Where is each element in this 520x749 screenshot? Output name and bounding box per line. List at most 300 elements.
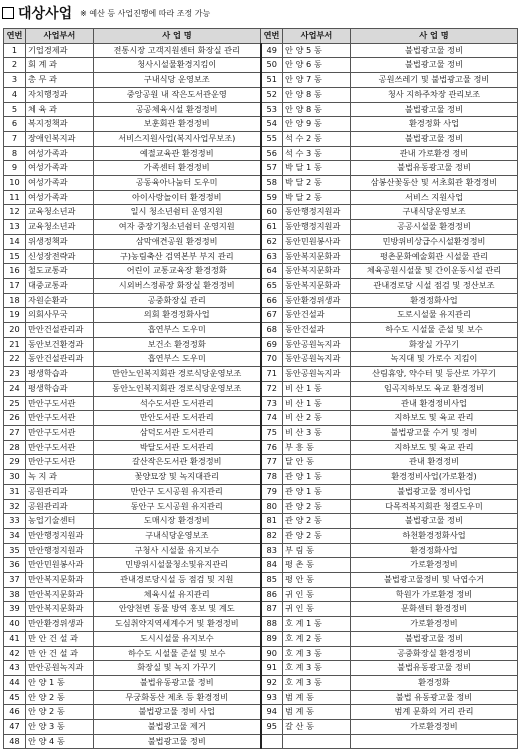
row-dept: 만 안 건 설 과 (26, 646, 94, 661)
row-dept: 안 양 8 동 (283, 102, 351, 117)
row-no: 79 (261, 484, 283, 499)
row-no: 1 (4, 43, 26, 58)
row-no: 93 (261, 690, 283, 705)
row-dept: 동안건설과 (283, 308, 351, 323)
row-no: 15 (4, 249, 26, 264)
table-row (4, 470, 518, 485)
row-dept: 비 산 2 동 (283, 411, 351, 426)
row-project-name: 도로시설물 유지관리 (351, 308, 518, 323)
row-dept: 동안보건환경과 (26, 337, 94, 352)
row-project-name: 민방위시설물청소및유지관리 (94, 558, 261, 573)
row-no: 58 (261, 176, 283, 191)
row-project-name: 불법광고물 정비 (351, 58, 518, 73)
table-row (4, 558, 518, 573)
row-dept: 만 안 건 설 과 (26, 631, 94, 646)
row-project-name: 하수도 시설물 준설 및 보수 (351, 323, 518, 338)
table-row (4, 425, 518, 440)
table-body (4, 43, 518, 749)
table-row (4, 278, 518, 293)
row-no: 90 (261, 646, 283, 661)
row-project-name: 가로환경정비 (351, 720, 518, 735)
row-dept: 박 달 2 동 (283, 176, 351, 191)
row-project-name: 여자 중장기청소년쉼터 운영지원 (94, 220, 261, 235)
row-dept: 귀 인 동 (283, 602, 351, 617)
row-no: 84 (261, 558, 283, 573)
table-row (4, 381, 518, 396)
row-project-name: 민방위비상급수시설환경정비 (351, 234, 518, 249)
row-project-name: 체육공원시설물 및 간이운동시설 관리 (351, 264, 518, 279)
row-project-name: 불법유동광고물 정비 (351, 661, 518, 676)
row-project-name: 관내 환경정비사업 (351, 396, 518, 411)
table-row (4, 131, 518, 146)
table-row (4, 573, 518, 588)
row-dept: 호 계 2 동 (283, 631, 351, 646)
table-row (4, 176, 518, 191)
row-dept: 동안환경위생과 (283, 293, 351, 308)
row-dept: 만안구도서관 (26, 396, 94, 411)
row-dept: 안 양 7 동 (283, 73, 351, 88)
row-project-name: 흡연부스 도우미 (94, 323, 261, 338)
table-row (4, 543, 518, 558)
row-dept: 동안복지문화과 (283, 264, 351, 279)
row-dept: 철도교통과 (26, 264, 94, 279)
table-row (4, 146, 518, 161)
table-row (4, 87, 518, 102)
row-no: 61 (261, 220, 283, 235)
row-no: 91 (261, 661, 283, 676)
checkbox-icon (2, 7, 14, 19)
row-dept: 체 육 과 (26, 102, 94, 117)
row-dept: 부 림 동 (283, 543, 351, 558)
row-project-name: 불법광고물정비 및 낙엽수거 (351, 573, 518, 588)
row-no: 78 (261, 470, 283, 485)
row-dept: 호 계 1 동 (283, 617, 351, 632)
table-row (4, 337, 518, 352)
row-project-name: 동안노인복지회관 경로식당운영보조 (94, 381, 261, 396)
row-dept: 장애인복지과 (26, 131, 94, 146)
col-header-no-2: 연번 (261, 29, 283, 44)
table-row (4, 646, 518, 661)
row-project-name: 불법광고물 정비 (94, 734, 261, 749)
row-no: 32 (4, 499, 26, 514)
row-project-name: 무궁화동산 제초 등 환경정비 (94, 690, 261, 705)
table-row (4, 367, 518, 382)
row-project-name: 공공체육시설 환경정비 (94, 102, 261, 117)
row-project-name: 서비스지원사업(복지사업무보조) (94, 131, 261, 146)
row-project-name: 안양천변 동물 방역 홍보 및 계도 (94, 602, 261, 617)
row-project-name: 불법광고물 정비 (351, 131, 518, 146)
row-dept: 동안민원봉사과 (283, 234, 351, 249)
row-no: 29 (4, 455, 26, 470)
row-no: 19 (4, 308, 26, 323)
row-no: 73 (261, 396, 283, 411)
table-row (4, 617, 518, 632)
row-dept: 교육청소년과 (26, 220, 94, 235)
row-dept: 복지정책과 (26, 117, 94, 132)
row-no: 8 (4, 146, 26, 161)
row-dept: 여성가족과 (26, 161, 94, 176)
row-no: 30 (4, 470, 26, 485)
row-no: 13 (4, 220, 26, 235)
row-dept: 박 달 1 동 (283, 161, 351, 176)
row-no: 86 (261, 587, 283, 602)
row-dept: 교육청소년과 (26, 205, 94, 220)
row-project-name: 불법광고물 정비사업 (351, 484, 518, 499)
row-project-name: 삼막애견공원 환경정비 (94, 234, 261, 249)
row-project-name: 환경정화 사업 (351, 117, 518, 132)
row-no: 69 (261, 337, 283, 352)
table-row (4, 264, 518, 279)
row-no: 88 (261, 617, 283, 632)
row-dept: 만안구도서관 (26, 425, 94, 440)
row-no: 26 (4, 411, 26, 426)
table-row (4, 43, 518, 58)
row-project-name: 꽃양묘장 및 녹지대관리 (94, 470, 261, 485)
row-project-name: 시외버스정류장 화장실 환경정비 (94, 278, 261, 293)
row-dept: 관 양 2 동 (283, 499, 351, 514)
row-project-name: 관내 가로환경 정비 (351, 146, 518, 161)
row-dept: 동안공원녹지과 (283, 337, 351, 352)
row-dept: 공원관리과 (26, 499, 94, 514)
row-project-name: 가로환경정비 (351, 558, 518, 573)
row-no: 67 (261, 308, 283, 323)
row-project-name: 불법광고물 수거 및 정비 (351, 425, 518, 440)
row-dept: 평 안 동 (283, 573, 351, 588)
row-no: 9 (4, 161, 26, 176)
row-no: 12 (4, 205, 26, 220)
row-project-name: 관내 환경정비 (351, 455, 518, 470)
row-project-name: 의회 환경정화사업 (94, 308, 261, 323)
row-dept: 만안복지문화과 (26, 602, 94, 617)
table-row (4, 352, 518, 367)
row-no: 16 (4, 264, 26, 279)
table-row (4, 720, 518, 735)
row-dept: 만안구도서관 (26, 411, 94, 426)
row-dept: 비 산 1 동 (283, 381, 351, 396)
row-project-name: 일시 청소년쉼터 운영지원 (94, 205, 261, 220)
row-no: 68 (261, 323, 283, 338)
page-header (2, 2, 210, 24)
table-row (4, 734, 518, 749)
table-row (4, 705, 518, 720)
row-project-name: 화장실 가꾸기 (351, 337, 518, 352)
row-no: 54 (261, 117, 283, 132)
row-project-name: 공원쓰레기 및 불법광고물 정비 (351, 73, 518, 88)
row-no: 4 (4, 87, 26, 102)
row-dept: 동안공원녹지과 (283, 352, 351, 367)
row-no: 10 (4, 176, 26, 191)
row-no: 35 (4, 543, 26, 558)
table-row (4, 308, 518, 323)
table-row (4, 249, 518, 264)
row-project-name: 만안노인복지회관 경로식당운영보조 (94, 367, 261, 382)
row-no: 34 (4, 528, 26, 543)
table-header (4, 29, 518, 44)
row-project-name: 녹지대 및 가로수 지킴이 (351, 352, 518, 367)
row-project-name: 환경정화사업 (351, 293, 518, 308)
row-project-name: 불법광고물 제거 (94, 720, 261, 735)
row-project-name: 환경정비사업(가로환경) (351, 470, 518, 485)
row-no: 70 (261, 352, 283, 367)
row-no: 53 (261, 102, 283, 117)
row-no: 57 (261, 161, 283, 176)
row-project-name: 학원가 가로환경 정비 (351, 587, 518, 602)
row-no: 23 (4, 367, 26, 382)
row-dept: 관 양 2 동 (283, 528, 351, 543)
row-dept: 농업기술센터 (26, 514, 94, 529)
row-dept: 석 수 3 동 (283, 146, 351, 161)
row-dept: 만안행정지원과 (26, 543, 94, 558)
row-project-name: 불법광고물 정비 (351, 102, 518, 117)
row-project-name: 도매시장 환경정비 (94, 514, 261, 529)
row-dept: 만안민원봉사과 (26, 558, 94, 573)
row-project-name: 구내식당 운영보조 (94, 73, 261, 88)
table-row (4, 528, 518, 543)
table-row (4, 499, 518, 514)
row-dept: 안 양 6 동 (283, 58, 351, 73)
row-no: 94 (261, 705, 283, 720)
row-no: 47 (4, 720, 26, 735)
row-no: 46 (4, 705, 26, 720)
row-dept: 만안공원녹지과 (26, 661, 94, 676)
row-dept: 만안건설관리과 (26, 323, 94, 338)
row-no: 11 (4, 190, 26, 205)
col-header-dept: 사업부서 (26, 29, 94, 44)
row-dept: 관 양 1 동 (283, 470, 351, 485)
row-project-name: 삼덕도서관 도서관리 (94, 425, 261, 440)
row-dept: 의회사무국 (26, 308, 94, 323)
row-project-name: 지하보도 및 육교 관리 (351, 440, 518, 455)
row-project-name: 흡연부스 도우미 (94, 352, 261, 367)
row-no: 64 (261, 264, 283, 279)
project-table (3, 28, 518, 749)
row-no: 74 (261, 411, 283, 426)
row-project-name: 공동육아나눔터 도우미 (94, 176, 261, 191)
row-project-name: 구청사 시설물 유지보수 (94, 543, 261, 558)
row-no (261, 734, 283, 749)
table-row (4, 440, 518, 455)
row-project-name: 도시시설물 유지보수 (94, 631, 261, 646)
row-dept: 기업경제과 (26, 43, 94, 58)
row-project-name: 평촌문화예술회관 시설물 관리 (351, 249, 518, 264)
row-dept: 만안행정지원과 (26, 528, 94, 543)
row-no: 49 (261, 43, 283, 58)
row-dept: 공원관리과 (26, 484, 94, 499)
row-dept: 자원순환과 (26, 293, 94, 308)
row-project-name (351, 734, 518, 749)
row-no: 87 (261, 602, 283, 617)
row-project-name: 불법 유동광고물 정비 (351, 690, 518, 705)
row-dept: 평 촌 동 (283, 558, 351, 573)
row-no: 71 (261, 367, 283, 382)
table-row (4, 190, 518, 205)
row-no: 21 (4, 337, 26, 352)
row-project-name: 가족센터 환경정비 (94, 161, 261, 176)
row-project-name: 공중화장실 환경정비 (351, 646, 518, 661)
row-no: 45 (4, 690, 26, 705)
table-row (4, 293, 518, 308)
table-row (4, 220, 518, 235)
row-project-name: 체육시설 유지관리 (94, 587, 261, 602)
row-dept: 동안복지문화과 (283, 278, 351, 293)
row-project-name: 구내식당운영보조 (94, 528, 261, 543)
row-project-name: 지하보도 및 육교 관리 (351, 411, 518, 426)
row-project-name: 불법광고물 정비 (351, 43, 518, 58)
row-no: 6 (4, 117, 26, 132)
row-no: 24 (4, 381, 26, 396)
row-dept: 동안공원녹지과 (283, 367, 351, 382)
row-project-name: 보건소 환경정화 (94, 337, 261, 352)
row-dept: 안 양 4 동 (26, 734, 94, 749)
row-no: 75 (261, 425, 283, 440)
row-dept: 범 계 동 (283, 690, 351, 705)
table-row (4, 234, 518, 249)
row-dept: 박 달 2 동 (283, 190, 351, 205)
row-dept: 동안건설과 (283, 323, 351, 338)
row-dept: 평생학습과 (26, 367, 94, 382)
row-project-name: 가로환경정비 (351, 617, 518, 632)
row-no: 36 (4, 558, 26, 573)
row-project-name: 구내식당운영보조 (351, 205, 518, 220)
row-project-name: 동안구 도시공원 유지관리 (94, 499, 261, 514)
row-dept: 만안환경위생과 (26, 617, 94, 632)
row-no: 63 (261, 249, 283, 264)
row-dept: 관 양 2 동 (283, 514, 351, 529)
row-dept: 비 산 3 동 (283, 425, 351, 440)
row-no: 72 (261, 381, 283, 396)
row-dept: 만안복지문화과 (26, 573, 94, 588)
row-dept: 안 양 5 동 (283, 43, 351, 58)
row-dept: 여성가족과 (26, 190, 94, 205)
row-project-name: 보훈회관 환경정비 (94, 117, 261, 132)
row-no: 80 (261, 499, 283, 514)
row-project-name: 전통시장 고객지원센터 화장실 관리 (94, 43, 261, 58)
row-dept: 안 양 2 동 (26, 690, 94, 705)
row-project-name: 도심취약지역세계수거 및 환경정비 (94, 617, 261, 632)
row-dept: 안 양 2 동 (26, 705, 94, 720)
row-no: 50 (261, 58, 283, 73)
row-project-name: 하수도 시설물 준설 및 보수 (94, 646, 261, 661)
row-dept: 석 수 2 동 (283, 131, 351, 146)
row-dept: 호 계 3 동 (283, 661, 351, 676)
row-no: 56 (261, 146, 283, 161)
row-no: 51 (261, 73, 283, 88)
row-no: 39 (4, 602, 26, 617)
row-no: 27 (4, 425, 26, 440)
row-no: 48 (4, 734, 26, 749)
table-row (4, 396, 518, 411)
row-project-name: 화장실 및 녹지 가꾸기 (94, 661, 261, 676)
row-no: 85 (261, 573, 283, 588)
row-project-name: 청사 지하주차장 관리보조 (351, 87, 518, 102)
row-dept: 안 양 3 동 (26, 720, 94, 735)
table-row (4, 455, 518, 470)
row-dept: 부 흥 동 (283, 440, 351, 455)
row-project-name: 불법광고물 정비 (351, 631, 518, 646)
row-project-name: 문화센터 환경정비 (351, 602, 518, 617)
row-project-name: 공공시설물 환경정비 (351, 220, 518, 235)
row-dept: 호 계 3 동 (283, 675, 351, 690)
table-row (4, 690, 518, 705)
row-dept: 안 양 9 동 (283, 117, 351, 132)
row-project-name: 관내경로당 시설 점검 및 정산보조 (351, 278, 518, 293)
row-project-name: 삼봉산꽃동산 및 서초회관 환경정비 (351, 176, 518, 191)
row-project-name: 관내경로당시설 등 점검 및 지원 (94, 573, 261, 588)
row-no: 14 (4, 234, 26, 249)
row-dept: 비 산 1 동 (283, 396, 351, 411)
row-no: 20 (4, 323, 26, 338)
row-project-name: 범계 문화의 거리 관리 (351, 705, 518, 720)
row-project-name: 아이사랑놀이터 환경정비 (94, 190, 261, 205)
row-no: 41 (4, 631, 26, 646)
row-no: 59 (261, 190, 283, 205)
col-header-no: 연번 (4, 29, 26, 44)
row-no: 33 (4, 514, 26, 529)
row-dept: 신성장전략과 (26, 249, 94, 264)
col-header-name: 사 업 명 (94, 29, 261, 44)
row-no: 17 (4, 278, 26, 293)
row-dept: 녹 지 과 (26, 470, 94, 485)
row-dept: 귀 인 동 (283, 587, 351, 602)
row-project-name: 청사시설물환경지킴이 (94, 58, 261, 73)
row-no: 89 (261, 631, 283, 646)
row-dept: 위생정책과 (26, 234, 94, 249)
row-dept: 평생학습과 (26, 381, 94, 396)
row-dept (283, 734, 351, 749)
table-row (4, 161, 518, 176)
row-no: 2 (4, 58, 26, 73)
table-row (4, 411, 518, 426)
row-no: 62 (261, 234, 283, 249)
col-header-name-2: 사 업 명 (351, 29, 518, 44)
row-no: 82 (261, 528, 283, 543)
row-project-name: 임곡지하보도 육교 환경정비 (351, 381, 518, 396)
table-row (4, 675, 518, 690)
row-project-name: 불법광고물 정비 (351, 514, 518, 529)
row-no: 37 (4, 573, 26, 588)
table-row (4, 661, 518, 676)
row-dept: 회 계 과 (26, 58, 94, 73)
table-row (4, 205, 518, 220)
row-dept: 대중교통과 (26, 278, 94, 293)
row-project-name: 어린이 교통교육장 환경정화 (94, 264, 261, 279)
row-no: 92 (261, 675, 283, 690)
table-row (4, 102, 518, 117)
row-dept: 만안복지문화과 (26, 587, 94, 602)
row-project-name: 환경정화 (351, 675, 518, 690)
row-project-name: 불법광고물 정비 사업 (94, 705, 261, 720)
row-dept: 동안행정지원과 (283, 220, 351, 235)
row-no: 22 (4, 352, 26, 367)
row-project-name: 서비스 지원사업 (351, 190, 518, 205)
table-row (4, 484, 518, 499)
row-dept: 동안복지문화과 (283, 249, 351, 264)
row-dept: 갈 산 동 (283, 720, 351, 735)
row-no: 42 (4, 646, 26, 661)
row-no: 44 (4, 675, 26, 690)
row-no: 25 (4, 396, 26, 411)
row-project-name: 중앙공원 내 작은도서관운영 (94, 87, 261, 102)
row-dept: 호 계 3 동 (283, 646, 351, 661)
row-dept: 안 양 1 동 (26, 675, 94, 690)
row-dept: 달 안 동 (283, 455, 351, 470)
row-project-name: 석수도서관 도서관리 (94, 396, 261, 411)
row-no: 77 (261, 455, 283, 470)
row-dept: 총 무 과 (26, 73, 94, 88)
page-title: 대상사업 (18, 6, 73, 22)
row-no: 81 (261, 514, 283, 529)
row-project-name: 불법유동광고물 정비 (94, 675, 261, 690)
